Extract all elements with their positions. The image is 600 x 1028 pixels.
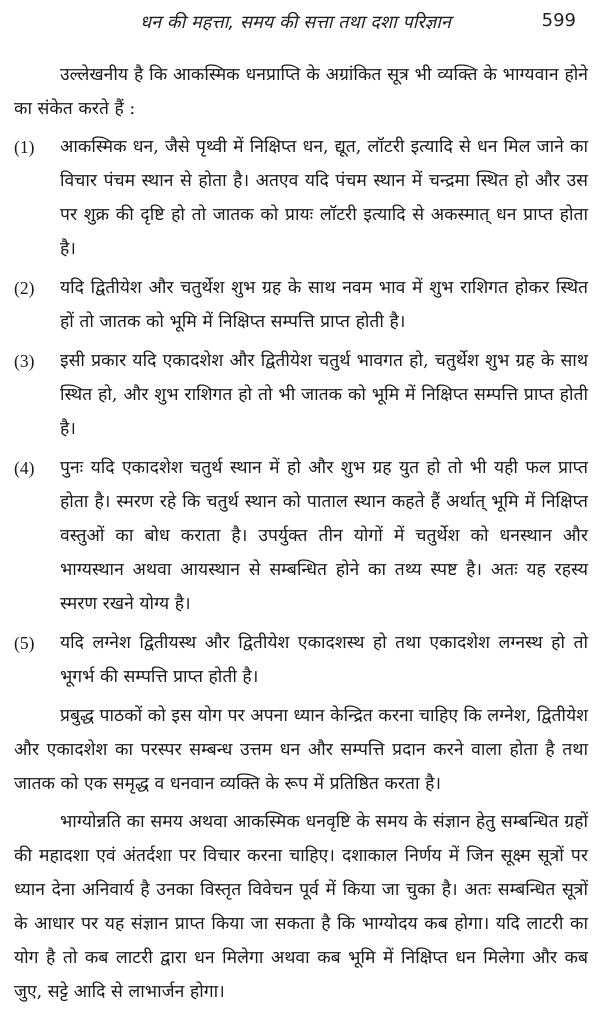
list-item [14,344,588,446]
list-item [14,451,588,621]
chapter-title: धन की महत्ता, समय की सत्ता तथा दशा परिज्ञान [140,12,451,33]
list-item [14,130,588,266]
list-item-number: (2) [14,278,35,298]
list-item-number: (3) [14,351,35,371]
list-item [14,626,588,694]
body-paragraph: प्रबुद्ध पाठकों को इस योग पर अपना ध्यान केन्द्रित करना चाहिए कि लग्नेश, द्वितीयेश और एकादशेश का परस्पर सम्बन्ध उत्तम धन और सम्पत्ति प्रदान करने वाला होता है तथा जातक को एक समृद्ध व धनवान व्यक्ति के रूप में प्रतिष्ठित करता है। [14,706,588,794]
list-item-text: यदि द्वितीयेश और चतुर्थेश शुभ ग्रह के साथ नवम भाव में शुभ राशिगत होकर स्थित हों तो जातक को भूमि में निक्षिप्त सम्पत्ति प्राप्त होती है। [60,278,588,332]
running-header [0,10,600,40]
page-body [14,58,588,1013]
list-item-number: (1) [14,137,35,157]
list-item-text: यदि लग्नेश द्वितीयस्थ और द्वितीयेश एकादशस्थ हो तथा एकादशेश लग्नस्थ हो तो भूगर्भ की सम्पत्ति प्राप्त होती है। [60,633,588,687]
body-paragraph: भाग्योन्नति का समय अथवा आकस्मिक धनवृष्टि के समय के संज्ञान हेतु सम्बन्धित ग्रहों की महादशा एवं अंतर्दशा पर विचार करना चाहिए। दशाकाल निर्णय में जिन सूक्ष्म सूत्रों पर ध्यान देना अनिवार्य है उनका विस्तृत विवेचन पूर्व में किया जा चुका है। अतः सम्बन्धित सूत्रों के आधार पर यह संज्ञान प्राप्त किया जा सकता है कि भाग्योदय कब होगा। यदि लाटरी का योग है तो कब लाटरी द्वारा धन मिलेगा अथवा कब भूमि में निक्षिप्त धन मिलेगा और कब जुए, सट्टे आदि से लाभार्जन होगा। [14,812,588,1002]
list-item [14,271,588,339]
list-item-text: आकस्मिक धन, जैसे पृथ्वी में निक्षिप्त धन, द्यूत, लॉटरी इत्यादि से धन मिल जाने का विचार पंचम स्थान से होता है। अतएव यदि पंचम स्थान में चन्द्रमा स्थित हो और उस पर शुक्र की दृष्टि हो तो जातक को प्रायः लॉटरी इत्यादि से अकस्मात् धन प्राप्त होता है। [60,137,588,259]
list-item-text: इसी प्रकार यदि एकादशेश और द्वितीयेश चतुर्थ भावगत हो, चतुर्थेश शुभ ग्रह के साथ स्थित हो, और शुभ राशिगत हो तो भी जातक को भूमि में निक्षिप्त सम्पत्ति प्राप्त होती है। [60,351,588,439]
intro-paragraph: उल्लेखनीय है कि आकस्मिक धनप्राप्ति के अग्रांकित सूत्र भी व्यक्ति के भाग्यवान होने का संकेत करते हैं : [14,65,588,119]
list-item-number: (5) [14,633,35,653]
list-item-number: (4) [14,458,35,478]
list-item-text: पुनः यदि एकादशेश चतुर्थ स्थान में हो और शुभ ग्रह युत हो तो भी यही फल प्राप्त होता है। स्मरण रहे कि चतुर्थ स्थान को पाताल स्थान कहते हैं अर्थात् भूमि में निक्षिप्त वस्तुओं का बोध कराता है। उपर्युक्त तीन योगों में चतुर्थेश को धनस्थान और भाग्यस्थान अथवा आयस्थान से सम्बन्धित होने का तथ्य स्पष्ट है। अतः यह रहस्य स्मरण रखने योग्य है। [60,458,588,614]
page-number: 599 [541,10,576,31]
